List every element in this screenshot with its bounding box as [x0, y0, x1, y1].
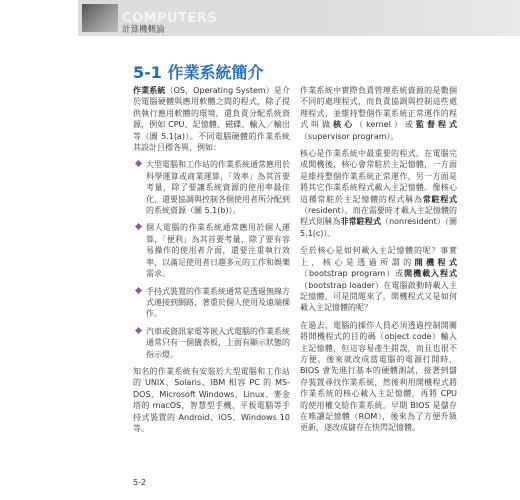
page-number: 5-2	[133, 478, 147, 487]
left-column	[133, 85, 290, 440]
list-item-text: 手持式裝置的作業系統通常是透過無線方式連接到網路，著重於個人使用及遠端操作。	[146, 286, 290, 319]
text-run: （resident），而在需要時才載入主記憶體的程式則稱為	[300, 206, 457, 227]
os-design-goals-list	[133, 159, 290, 360]
diamond-bullet-icon	[135, 327, 142, 334]
diamond-bullet-icon	[135, 223, 142, 230]
header-photo	[82, 4, 118, 32]
right-column	[300, 85, 457, 440]
list-item	[133, 222, 290, 279]
text-run: （kernel）或	[355, 120, 416, 130]
bootstrap-paragraph	[300, 245, 457, 313]
text-run: （supervisor program）。	[300, 131, 399, 141]
bios-paragraph: 在過去，電腦的操作人員必須透過控制開關將開機程式的目的碼（object code）輸入主記憶體，但這容易產生錯誤，而且也很不方便。後來就改成當電腦的電源打開時，BIOS 會先進行基本的硬體測試，接著到儲存裝置尋找作業系統，然後利用開機程式將作業系統的核心載入主記憶體，再將 CPU 的使用權交給作業系統。早期 BIOS 是儲存在唯讀記憶體（ROM），後來為了方便升級更新，遂改成儲存在快閃記憶體。	[300, 320, 457, 433]
bold-term: 監督程式	[415, 120, 458, 130]
section-title: 5-1 作業系統簡介	[133, 63, 264, 82]
bold-term: 作業系統	[133, 86, 166, 95]
intro-paragraph	[133, 85, 290, 153]
list-item-text: 個人電腦的作業系統通常應用於個人運算，「便利」為其首要考量，除了要有容易操作的使用者介面，還要注重執行效率，以滿足使用者日趨多元的工作和娛樂需求。	[146, 223, 290, 279]
header-subtitle: 計算機概論	[122, 25, 165, 35]
resident-paragraph	[300, 148, 457, 239]
closing-paragraph: 知名的作業系統有安裝於大型電腦和工作站的 UNIX、Solaris、IBM 相容 PC 的 MS-DOS、Microsoft Windows、Linux、麥金塔的 macOS，智慧型手機、平板電腦等手持式裝置的 Android、iOS、Windows 10 等。	[133, 366, 290, 433]
diamond-bullet-icon	[135, 287, 142, 294]
kernel-paragraph	[300, 85, 457, 142]
list-item	[133, 286, 290, 320]
text-run: 至於核心是如何載入主記憶體的呢？事實上，核心是透過所謂的	[300, 246, 457, 267]
list-item	[133, 326, 290, 360]
bold-term: 常駐程式	[422, 194, 458, 204]
header-brand: COMPUTERS	[122, 11, 218, 26]
bold-term: 核心	[333, 120, 356, 130]
header-fade	[300, 0, 520, 36]
text-run: （OS，Operating System）是介於電腦硬體與應用軟體之間的程式，除了提供執行應用軟體的環境，還負責分配系統資源，例如 CPU、記憶體、磁碟、輸入／輸出等（圖 5.1(a)）。不同電腦硬體的作業系統其設計目標各異，例如：	[133, 86, 291, 153]
diamond-bullet-icon	[135, 160, 142, 167]
list-item-text: 汽車或資訊家電等嵌入式電腦的作業系統通常只有一個儀表板，上面有顯示狀態的指示燈。	[146, 326, 290, 359]
list-item	[133, 159, 290, 216]
text-run: （nonresident）（圖 5.1(c)）。	[300, 217, 458, 238]
text-run: （bootstrap program）或	[300, 269, 405, 279]
text-run: 作業系統中實際負責管理系統資源的是數個不同的處理程式，而負責協調與控制這些處理程式，並維持整個作業系統正常運作的程式叫做	[300, 86, 457, 130]
bold-term: 非常駐程式	[340, 217, 381, 227]
list-item-text: 大型電腦和工作站的作業系統通常應用於科學運算或商業運算，「效率」為其首要考量，除了要讓系統資源的使用率最佳化，還要協調與控制各個使用者所分配到的系統資源（圖 5.1(b)）。	[146, 160, 290, 216]
text-run: 核心是作業系統中最重要的程式，在電腦完成開機後，核心會常駐於主記憶體，一方面是維持整個作業系統正常運作，另一方面是將其它作業系統程式載入主記憶體。像核心這種常駐於主記憶體的程式稱為	[300, 149, 457, 204]
bold-term: 開機載入程式	[404, 269, 457, 279]
text-run: （bootstrap loader）在電腦啟動時載入主記憶體，可是問題來了，開機程式又是如何載入主記憶體的呢？	[300, 280, 457, 313]
bold-term: 開機程式	[414, 257, 458, 267]
